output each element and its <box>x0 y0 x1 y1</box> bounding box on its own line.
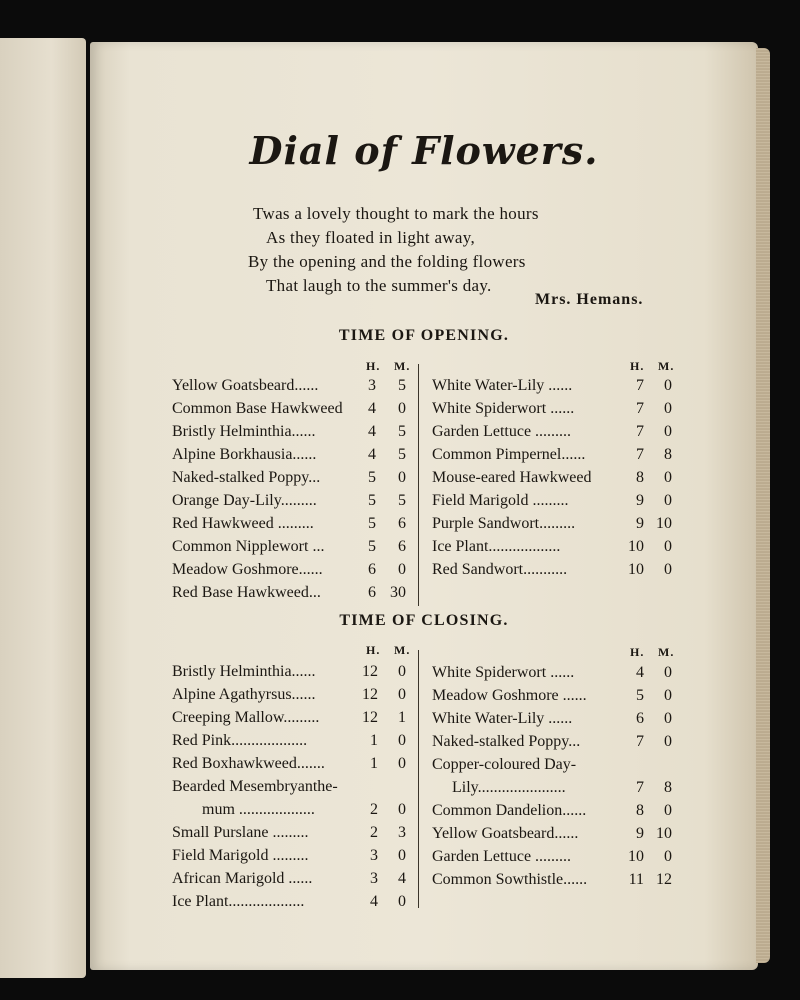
flower-row <box>432 397 672 420</box>
hour-value: 7 <box>636 377 644 394</box>
minute-value: 0 <box>664 802 672 819</box>
flower-row <box>432 558 672 581</box>
minute-value: 0 <box>398 732 406 749</box>
minute-value: 5 <box>398 377 406 394</box>
closing-left-m-label: M. <box>394 643 411 657</box>
opening-right-h-label: H. <box>630 359 645 373</box>
flower-row <box>432 730 672 753</box>
opening-left-h-label: H. <box>366 359 381 373</box>
flower-name: Orange Day-Lily......... <box>172 492 317 509</box>
hour-value: 3 <box>370 847 378 864</box>
opening-heading: TIME OF OPENING. <box>338 327 510 344</box>
minute-value: 0 <box>664 710 672 727</box>
hour-value: 12 <box>362 709 378 726</box>
minute-value: 0 <box>398 561 406 578</box>
flower-row <box>172 752 406 775</box>
flower-name: Red Hawkweed ......... <box>172 515 314 532</box>
flower-row <box>432 776 672 799</box>
hour-value: 12 <box>362 663 378 680</box>
flower-row <box>432 443 672 466</box>
minute-value: 0 <box>398 686 406 703</box>
flower-name: Common Pimpernel...... <box>432 446 586 463</box>
flower-name: African Marigold ...... <box>172 870 313 887</box>
hour-value: 7 <box>636 400 644 417</box>
flower-name: Red Pink................... <box>172 732 308 749</box>
hour-value: 5 <box>368 492 376 509</box>
flower-row <box>172 535 406 558</box>
flower-row <box>432 374 672 397</box>
hour-value: 8 <box>636 802 644 819</box>
flower-row <box>432 845 672 868</box>
flower-row <box>432 512 672 535</box>
flower-row <box>432 822 672 845</box>
minute-value: 3 <box>398 824 406 841</box>
hour-value: 4 <box>368 423 376 440</box>
minute-value: 6 <box>398 515 406 532</box>
hour-value: 11 <box>628 871 644 888</box>
flower-name: Yellow Goatsbeard...... <box>432 825 579 842</box>
flower-name: Bristly Helminthia...... <box>172 663 316 680</box>
minute-value: 0 <box>664 492 672 509</box>
flower-row <box>172 867 406 890</box>
flower-name: Common Nipplewort ... <box>172 538 325 555</box>
minute-value: 0 <box>664 664 672 681</box>
flower-row <box>432 466 672 489</box>
minute-value: 5 <box>398 423 406 440</box>
hour-value: 5 <box>636 687 644 704</box>
minute-value: 0 <box>664 687 672 704</box>
poem-line: By the opening and the folding flowers <box>248 252 526 271</box>
poem-line: As they floated in light away, <box>266 228 476 247</box>
flower-row <box>172 489 406 512</box>
minute-value: 0 <box>398 400 406 417</box>
flower-name: Red Base Hawkweed... <box>172 584 321 601</box>
flower-row <box>172 443 406 466</box>
minute-value: 10 <box>656 825 672 842</box>
hour-value: 5 <box>368 469 376 486</box>
page-edges <box>756 48 770 963</box>
opening-left-m-label: M. <box>394 359 411 373</box>
flower-row <box>172 374 406 397</box>
flower-name: Common Sowthistle...... <box>432 871 588 888</box>
hour-value: 8 <box>636 469 644 486</box>
flower-row <box>172 706 406 729</box>
minute-value: 6 <box>398 538 406 555</box>
flower-row <box>432 684 672 707</box>
flower-name: Garden Lettuce ......... <box>432 848 572 865</box>
hour-value: 12 <box>362 686 378 703</box>
hour-value: 4 <box>368 400 376 417</box>
poem-line: Twas a lovely thought to mark the hours <box>253 204 539 223</box>
minute-value: 0 <box>398 847 406 864</box>
hour-value: 9 <box>636 825 644 842</box>
flower-name: Red Sandwort........... <box>432 561 568 578</box>
closing-heading: TIME OF CLOSING. <box>339 612 509 629</box>
flower-row <box>172 821 406 844</box>
minute-value: 8 <box>664 446 672 463</box>
hour-value: 7 <box>636 446 644 463</box>
opening-column-divider <box>418 364 419 606</box>
minute-value: 0 <box>398 755 406 772</box>
minute-value: 0 <box>664 423 672 440</box>
flower-name: Purple Sandwort......... <box>432 515 576 532</box>
flower-row <box>432 799 672 822</box>
minute-value: 1 <box>398 709 406 726</box>
minute-value: 0 <box>398 893 406 910</box>
flower-row <box>172 683 406 706</box>
flower-row <box>172 581 406 604</box>
flower-name: White Water-Lily ...... <box>432 710 573 727</box>
minute-value: 0 <box>664 538 672 555</box>
hour-value: 9 <box>636 515 644 532</box>
flower-name: White Water-Lily ...... <box>432 377 573 394</box>
minute-value: 0 <box>664 469 672 486</box>
flower-row <box>172 512 406 535</box>
flower-row <box>172 466 406 489</box>
flower-row <box>172 798 406 821</box>
closing-left-h-label: H. <box>366 643 381 657</box>
facing-page <box>0 38 86 978</box>
hour-value: 7 <box>636 779 644 796</box>
minute-value: 0 <box>664 733 672 750</box>
poem-line: That laugh to the summer's day. <box>266 276 492 295</box>
minute-value: 0 <box>398 663 406 680</box>
flower-name: Common Base Hawkweed <box>172 400 343 417</box>
flower-name: Common Dandelion...... <box>432 802 587 819</box>
minute-value: 10 <box>656 515 672 532</box>
hour-value: 6 <box>636 710 644 727</box>
minute-value: 5 <box>398 446 406 463</box>
opening-right-m-label: M. <box>658 359 675 373</box>
flower-row <box>432 420 672 443</box>
hour-value: 1 <box>370 755 378 772</box>
minute-value: 8 <box>664 779 672 796</box>
flower-name: Ice Plant.................. <box>432 538 561 555</box>
poem-attribution: Mrs. Hemans. <box>535 291 644 308</box>
flower-row <box>432 707 672 730</box>
flower-row <box>172 558 406 581</box>
minute-value: 12 <box>656 871 672 888</box>
flower-name: Bearded Mesembryanthe- <box>172 778 338 795</box>
flower-name: Naked-stalked Poppy... <box>432 733 581 750</box>
hour-value: 2 <box>370 824 378 841</box>
hour-value: 7 <box>636 733 644 750</box>
minute-value: 0 <box>664 561 672 578</box>
flower-name: Meadow Goshmore...... <box>172 561 323 578</box>
hour-value: 10 <box>628 848 644 865</box>
flower-name: White Spiderwort ...... <box>432 400 575 417</box>
hour-value: 7 <box>636 423 644 440</box>
minute-value: 30 <box>390 584 406 601</box>
hour-value: 9 <box>636 492 644 509</box>
hour-value: 3 <box>370 870 378 887</box>
flower-name: Field Marigold ......... <box>172 847 309 864</box>
minute-value: 4 <box>398 870 406 887</box>
flower-name: Field Marigold ......... <box>432 492 569 509</box>
closing-column-divider <box>418 650 419 908</box>
flower-name: Naked-stalked Poppy... <box>172 469 321 486</box>
flower-name: Yellow Goatsbeard...... <box>172 377 319 394</box>
flower-row <box>172 420 406 443</box>
flower-row <box>172 729 406 752</box>
hour-value: 10 <box>628 561 644 578</box>
flower-row <box>432 868 672 891</box>
hour-value: 3 <box>368 377 376 394</box>
flower-row <box>172 844 406 867</box>
flower-name: Small Purslane ......... <box>172 824 309 841</box>
hour-value: 4 <box>370 893 378 910</box>
flower-name: White Spiderwort ...... <box>432 664 575 681</box>
hour-value: 10 <box>628 538 644 555</box>
minute-value: 0 <box>398 801 406 818</box>
hour-value: 4 <box>368 446 376 463</box>
hour-value: 5 <box>368 515 376 532</box>
flower-name: Copper-coloured Day- <box>432 756 577 773</box>
flower-name: mum ................... <box>202 801 315 818</box>
closing-right-h-label: H. <box>630 645 645 659</box>
flower-name: Ice Plant................... <box>172 893 305 910</box>
flower-name: Alpine Borkhausia...... <box>172 446 317 463</box>
flower-name: Garden Lettuce ......... <box>432 423 572 440</box>
minute-value: 0 <box>664 377 672 394</box>
flower-name: Alpine Agathyrsus...... <box>172 686 316 703</box>
flower-name: Meadow Goshmore ...... <box>432 687 587 704</box>
closing-right-m-label: M. <box>658 645 675 659</box>
page-title: Dial of Flowers. <box>249 128 599 173</box>
flower-row <box>432 489 672 512</box>
flower-name: Lily...................... <box>452 779 566 796</box>
flower-row <box>172 775 406 798</box>
minute-value: 0 <box>398 469 406 486</box>
flower-row <box>432 661 672 684</box>
hour-value: 4 <box>636 664 644 681</box>
minute-value: 0 <box>664 400 672 417</box>
flower-name: Mouse-eared Hawkweed <box>432 469 592 486</box>
flower-name: Creeping Mallow......... <box>172 709 320 726</box>
flower-row <box>432 753 672 776</box>
flower-name: Bristly Helminthia...... <box>172 423 316 440</box>
flower-row <box>172 660 406 683</box>
flower-row <box>172 397 406 420</box>
flower-row <box>432 535 672 558</box>
flower-name: Red Boxhawkweed....... <box>172 755 325 772</box>
hour-value: 6 <box>368 584 376 601</box>
hour-value: 2 <box>370 801 378 818</box>
minute-value: 5 <box>398 492 406 509</box>
hour-value: 5 <box>368 538 376 555</box>
minute-value: 0 <box>664 848 672 865</box>
hour-value: 1 <box>370 732 378 749</box>
hour-value: 6 <box>368 561 376 578</box>
flower-row <box>172 890 406 913</box>
